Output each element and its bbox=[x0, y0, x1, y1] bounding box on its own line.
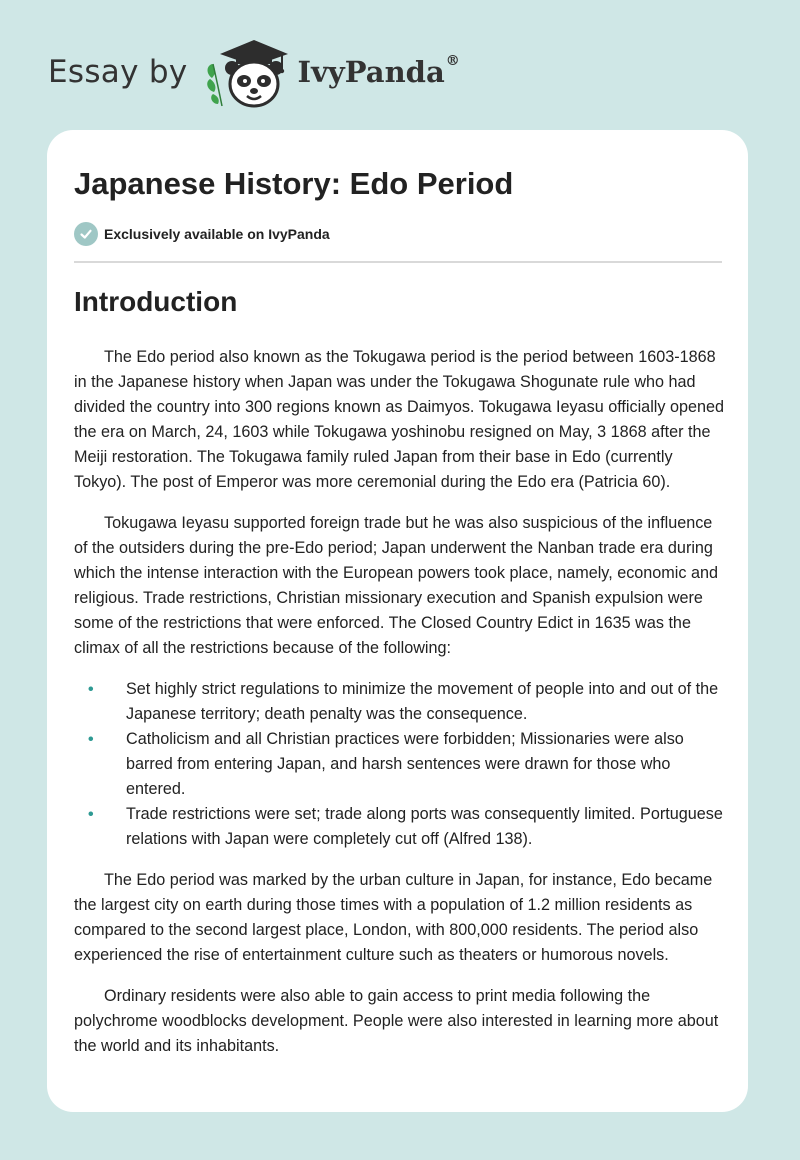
list-item bbox=[88, 727, 726, 802]
list-item bbox=[88, 802, 726, 852]
brand-prefix: Essay by bbox=[48, 54, 188, 90]
panda-logo-icon bbox=[202, 34, 292, 110]
bullet-icon: • bbox=[88, 681, 94, 698]
section-heading: Introduction bbox=[74, 286, 238, 317]
brand-name-text: IvyPanda bbox=[297, 55, 445, 89]
exclusive-badge bbox=[74, 222, 330, 246]
title-divider bbox=[74, 261, 722, 263]
essay-title: Japanese History: Edo Period bbox=[74, 166, 514, 201]
list-item-text: Catholicism and all Christian practices were forbidden; Missionaries were also barred from entering Japan, and harsh sentences were drawn for those who entered. bbox=[126, 730, 684, 798]
list-item bbox=[88, 677, 726, 727]
brand-name bbox=[298, 55, 460, 89]
bullet-icon: • bbox=[88, 806, 94, 823]
paragraph: The Edo period also known as the Tokugawa period is the period between 1603-1868 in the Japanese history when Japan was under the Tokugawa Shogunate rule who had divided the country into 300 regions known as Daimyos. Tokugawa Ieyasu officially opened the era on March, 24, 1603 while Tokugawa yoshinobu resigned on May, 3 1868 after the Meiji restoration. The Tokugawa family ruled Japan from their base in Edo (currently Tokyo). The post of Emperor was more ceremonial during the Edo era (Patricia 60). bbox=[74, 348, 724, 491]
list-item-text: Trade restrictions were set; trade along ports was consequently limited. Portuguese relations with Japan were completely cut off (Alfred 138). bbox=[126, 805, 723, 848]
exclusive-label: Exclusively available on IvyPanda bbox=[104, 226, 330, 242]
check-icon bbox=[74, 222, 98, 246]
list-item-text: Set highly strict regulations to minimize the movement of people into and out of the Japanese territory; death penalty was the consequence. bbox=[126, 680, 719, 723]
paragraph: Tokugawa Ieyasu supported foreign trade but he was also suspicious of the influence of the outsiders during the pre-Edo period; Japan underwent the Nanban trade era during which the intense interaction with the European powers took place, namely, economic and religious. Trade restrictions, Christian missionary execution and Spanish expulsion were some of the restrictions that were enforced. The Closed Country Edict in 1635 was the climax of all the restrictions because of the following: bbox=[74, 514, 718, 657]
essay-card bbox=[47, 130, 748, 1112]
restrictions-list bbox=[74, 677, 726, 852]
bullet-icon: • bbox=[88, 731, 94, 748]
site-header-logo[interactable] bbox=[48, 34, 460, 110]
paragraph: The Edo period was marked by the urban culture in Japan, for instance, Edo became the largest city on earth during those times with a population of 1.2 million residents as compared to the second largest place, London, with 800,000 residents. The period also experienced the rise of entertainment culture such as theaters or humorous novels. bbox=[74, 871, 713, 964]
registered-mark: ® bbox=[445, 53, 460, 70]
essay-body bbox=[74, 345, 726, 1075]
paragraph: Ordinary residents were also able to gain access to print media following the polychrome woodblocks development. People were also interested in learning more about the world and its inhabitants. bbox=[74, 987, 719, 1055]
